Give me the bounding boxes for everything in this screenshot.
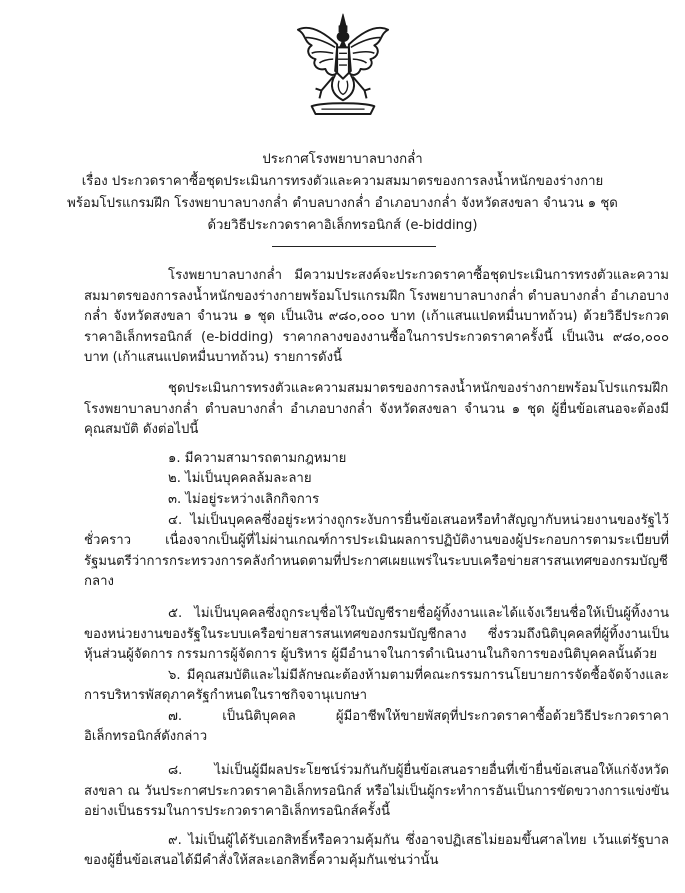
qualification-item-9: ๙. ไม่เป็นผู้ได้รับเอกสิทธิ์หรือความคุ้มกัน ซึ่งอาจปฏิเสธไม่ยอมขึ้นศาลไทย เว้นแต่รัฐบาลของผู้ยื่นข้อเสนอได้มีคำสั่งให้สละเอกสิทธิ์ความคุ้มกันเช่นว่านั้น (84, 832, 669, 869)
intro-paragraph: โรงพยาบาลบางกล่ำ มีความประสงค์จะประกวดราคาซื้อชุดประเมินการทรงตัวและความสมมาตรของการลงน้ำหนักของร่างกายพร้อมโปรแกรมฝึก โรงพยาบาลบางกล่ำ ตำบลบางกล่ำ อำเภอบางกล่ำ จังหวัดสงขลา จำนวน ๑ ชุด เป็นเงิน ๙๘๐,๐๐๐ บาท (เก้าแสนแปดหมื่นบาทถ้วน) ด้วยวิธีประกวดราคาอิเล็กทรอนิกส์ (e-bidding) ราคากลางของงานซื้อในการประกวดราคาครั้งนี้ เป็นเงิน ๙๘๐,๐๐๐ บาท (เก้าแสนแปดหมื่นบาทถ้วน) รายการดังนี้ (84, 268, 669, 366)
qualification-intro: ชุดประเมินการทรงตัวและความสมมาตรของการลงน้ำหนักของร่างกายพร้อมโปรแกรมฝึก โรงพยาบาลบางกล่ำ ตำบลบางกล่ำ อำเภอบางกล่ำ จังหวัดสงขลา จำนวน ๑ ชุด ผู้ยื่นข้อเสนอจะต้องมีคุณสมบัติ ดังต่อไปนี้ (84, 380, 669, 438)
qualification-item-5: ๕. ไม่เป็นบุคคลซึ่งถูกระบุชื่อไว้ในบัญชีรายชื่อผู้ทิ้งงานและได้แจ้งเวียนชื่อให้เป็นผู้ทิ้งงานของหน่วยงานของรัฐในระบบเครือข่ายสารสนเทศของกรมบัญชีกลาง ซึ่งรวมถึงนิติบุคคลที่ผู้ทิ้งงานเป็นหุ้นส่วนผู้จัดการ กรรมการผู้จัดการ ผู้บริหาร ผู้มีอำนาจในการดำเนินงานในกิจการของนิติบุคคลนั้นด้วย (84, 605, 669, 663)
qualification-item-3: ๓. ไม่อยู่ระหว่างเลิกกิจการ (168, 491, 320, 507)
qualification-item-7: ๗. เป็นนิติบุคคล ผู้มีอาชีพให้ขายพัสดุที่ประกวดราคาซื้อด้วยวิธีประกวดราคาอิเล็กทรอนิกส์ดังกล่าว (84, 708, 669, 745)
title-divider (272, 246, 436, 247)
garuda-emblem (294, 12, 392, 120)
document-subject: เรื่อง ประกวดราคาซื้อชุดประเมินการทรงตัวและความสมมาตรของการลงน้ำหนักของร่างกาย (81, 174, 604, 189)
document-subject-line2: พร้อมโปรแกรมฝึก โรงพยาบาลบางกล่ำ ตำบลบางกล่ำ อำเภอบางกล่ำ จังหวัดสงขลา จำนวน ๑ ชุด (67, 196, 618, 211)
document-title: ประกาศโรงพยาบาลบางกล่ำ (262, 152, 423, 167)
qualification-item-6: ๖. มีคุณสมบัติและไม่มีลักษณะต้องห้ามตามที่คณะกรรมการนโยบายการจัดซื้อจัดจ้างและการบริหารพัสดุภาครัฐกำหนดในราชกิจจานุเบกษา (84, 667, 669, 704)
qualification-item-4: ๔. ไม่เป็นบุคคลซึ่งอยู่ระหว่างถูกระงับการยื่นข้อเสนอหรือทำสัญญากับหน่วยงานของรัฐไว้ชั่วคราว เนื่องจากเป็นผู้ที่ไม่ผ่านเกณฑ์การประเมินผลการปฏิบัติงานของผู้ประกอบการตามระเบียบที่รัฐมนตรีว่าการกระทรวงการคลังกำหนดตามที่ประกาศเผยแพร่ในระบบเครือข่ายสารสนเทศของกรมบัญชีกลาง (84, 512, 669, 590)
qualification-item-1: ๑. มีความสามารถตามกฎหมาย (168, 450, 347, 466)
document-body (84, 266, 669, 872)
qualification-item-2: ๒. ไม่เป็นบุคคลล้มละลาย (168, 471, 312, 487)
document-subject-line3: ด้วยวิธีประกวดราคาอิเล็กทรอนิกส์ (e-bidding) (207, 218, 478, 233)
qualification-item-8: ๘. ไม่เป็นผู้มีผลประโยชน์ร่วมกันกับผู้ยื่นข้อเสนอรายอื่นที่เข้ายื่นข้อเสนอให้แก่จังหวัดสงขลา ณ วันประกาศประกวดราคาอิเล็กทรอนิกส์ หรือไม่เป็นผู้กระทำการอันเป็นการขัดขวางการแข่งขันอย่างเป็นธรรมในการประกวดราคาอิเล็กทรอนิกส์ครั้งนี้ (84, 763, 669, 820)
